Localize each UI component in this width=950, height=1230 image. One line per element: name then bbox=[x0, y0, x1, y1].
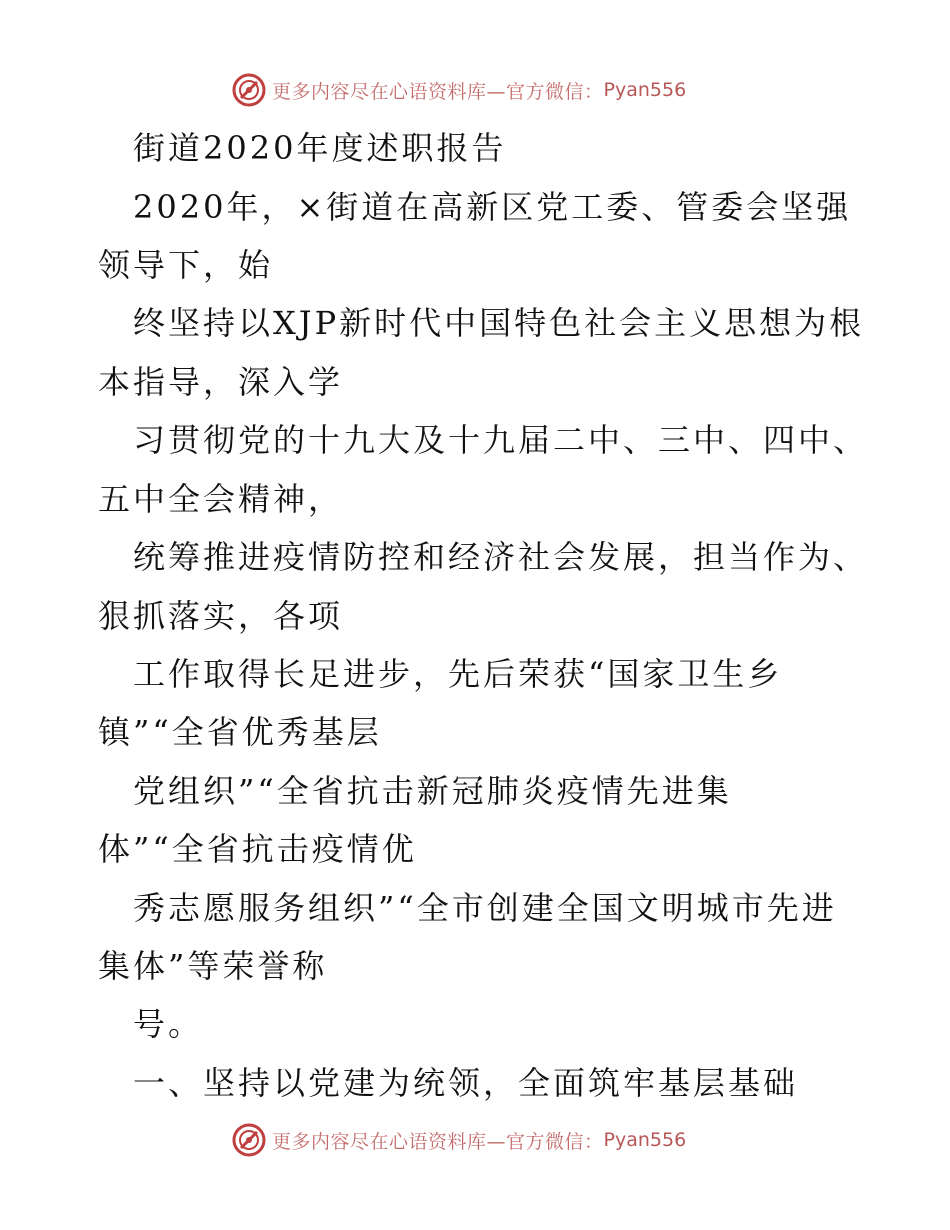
doc-line: 终坚持以XJP新时代中国特色社会主义思想为根 bbox=[133, 304, 865, 342]
doc-line: 秀志愿服务组织”“全市创建全国文明城市先进 bbox=[133, 889, 837, 927]
doc-line: 党组织”“全省抗击新冠肺炎疫情先进集 bbox=[133, 772, 732, 810]
watermark-account: Pyan556 bbox=[603, 1129, 687, 1151]
doc-line: 五中全会精神， bbox=[98, 480, 344, 518]
watermark-header bbox=[232, 70, 686, 110]
doc-line: 号。 bbox=[133, 1005, 204, 1043]
doc-line: 习贯彻党的十九大及十九届二中、三中、四中、 bbox=[133, 421, 869, 459]
section-heading: 一、坚持以党建为统领，全面筑牢基层基础 bbox=[133, 1064, 799, 1102]
watermark-text: 更多内容尽在心语资料库—官方微信： bbox=[272, 80, 604, 103]
doc-line: 2020年，×街道在高新区党工委、管委会坚强 bbox=[133, 188, 852, 226]
doc-title: 街道2020年度述职报告 bbox=[133, 129, 507, 167]
doc-line: 统筹推进疫情防控和经济社会发展，担当作为、 bbox=[133, 538, 869, 576]
doc-line: 狠抓落实，各项 bbox=[98, 597, 344, 635]
watermark-footer bbox=[232, 1120, 686, 1160]
doc-line: 工作取得长足进步，先后荣获“国家卫生乡 bbox=[133, 655, 783, 693]
watermark-text: 更多内容尽在心语资料库—官方微信： bbox=[272, 1130, 604, 1153]
seal-logo-icon bbox=[232, 1123, 266, 1157]
doc-line: 镇”“全省优秀基层 bbox=[98, 713, 382, 751]
doc-line: 体”“全省抗击疫情优 bbox=[98, 830, 417, 868]
seal-logo-icon bbox=[232, 73, 266, 107]
watermark-account: Pyan556 bbox=[603, 79, 687, 101]
doc-line: 领导下，始 bbox=[98, 246, 274, 284]
doc-line: 本指导，深入学 bbox=[98, 363, 344, 401]
doc-line: 集体”等荣誉称 bbox=[98, 947, 328, 985]
